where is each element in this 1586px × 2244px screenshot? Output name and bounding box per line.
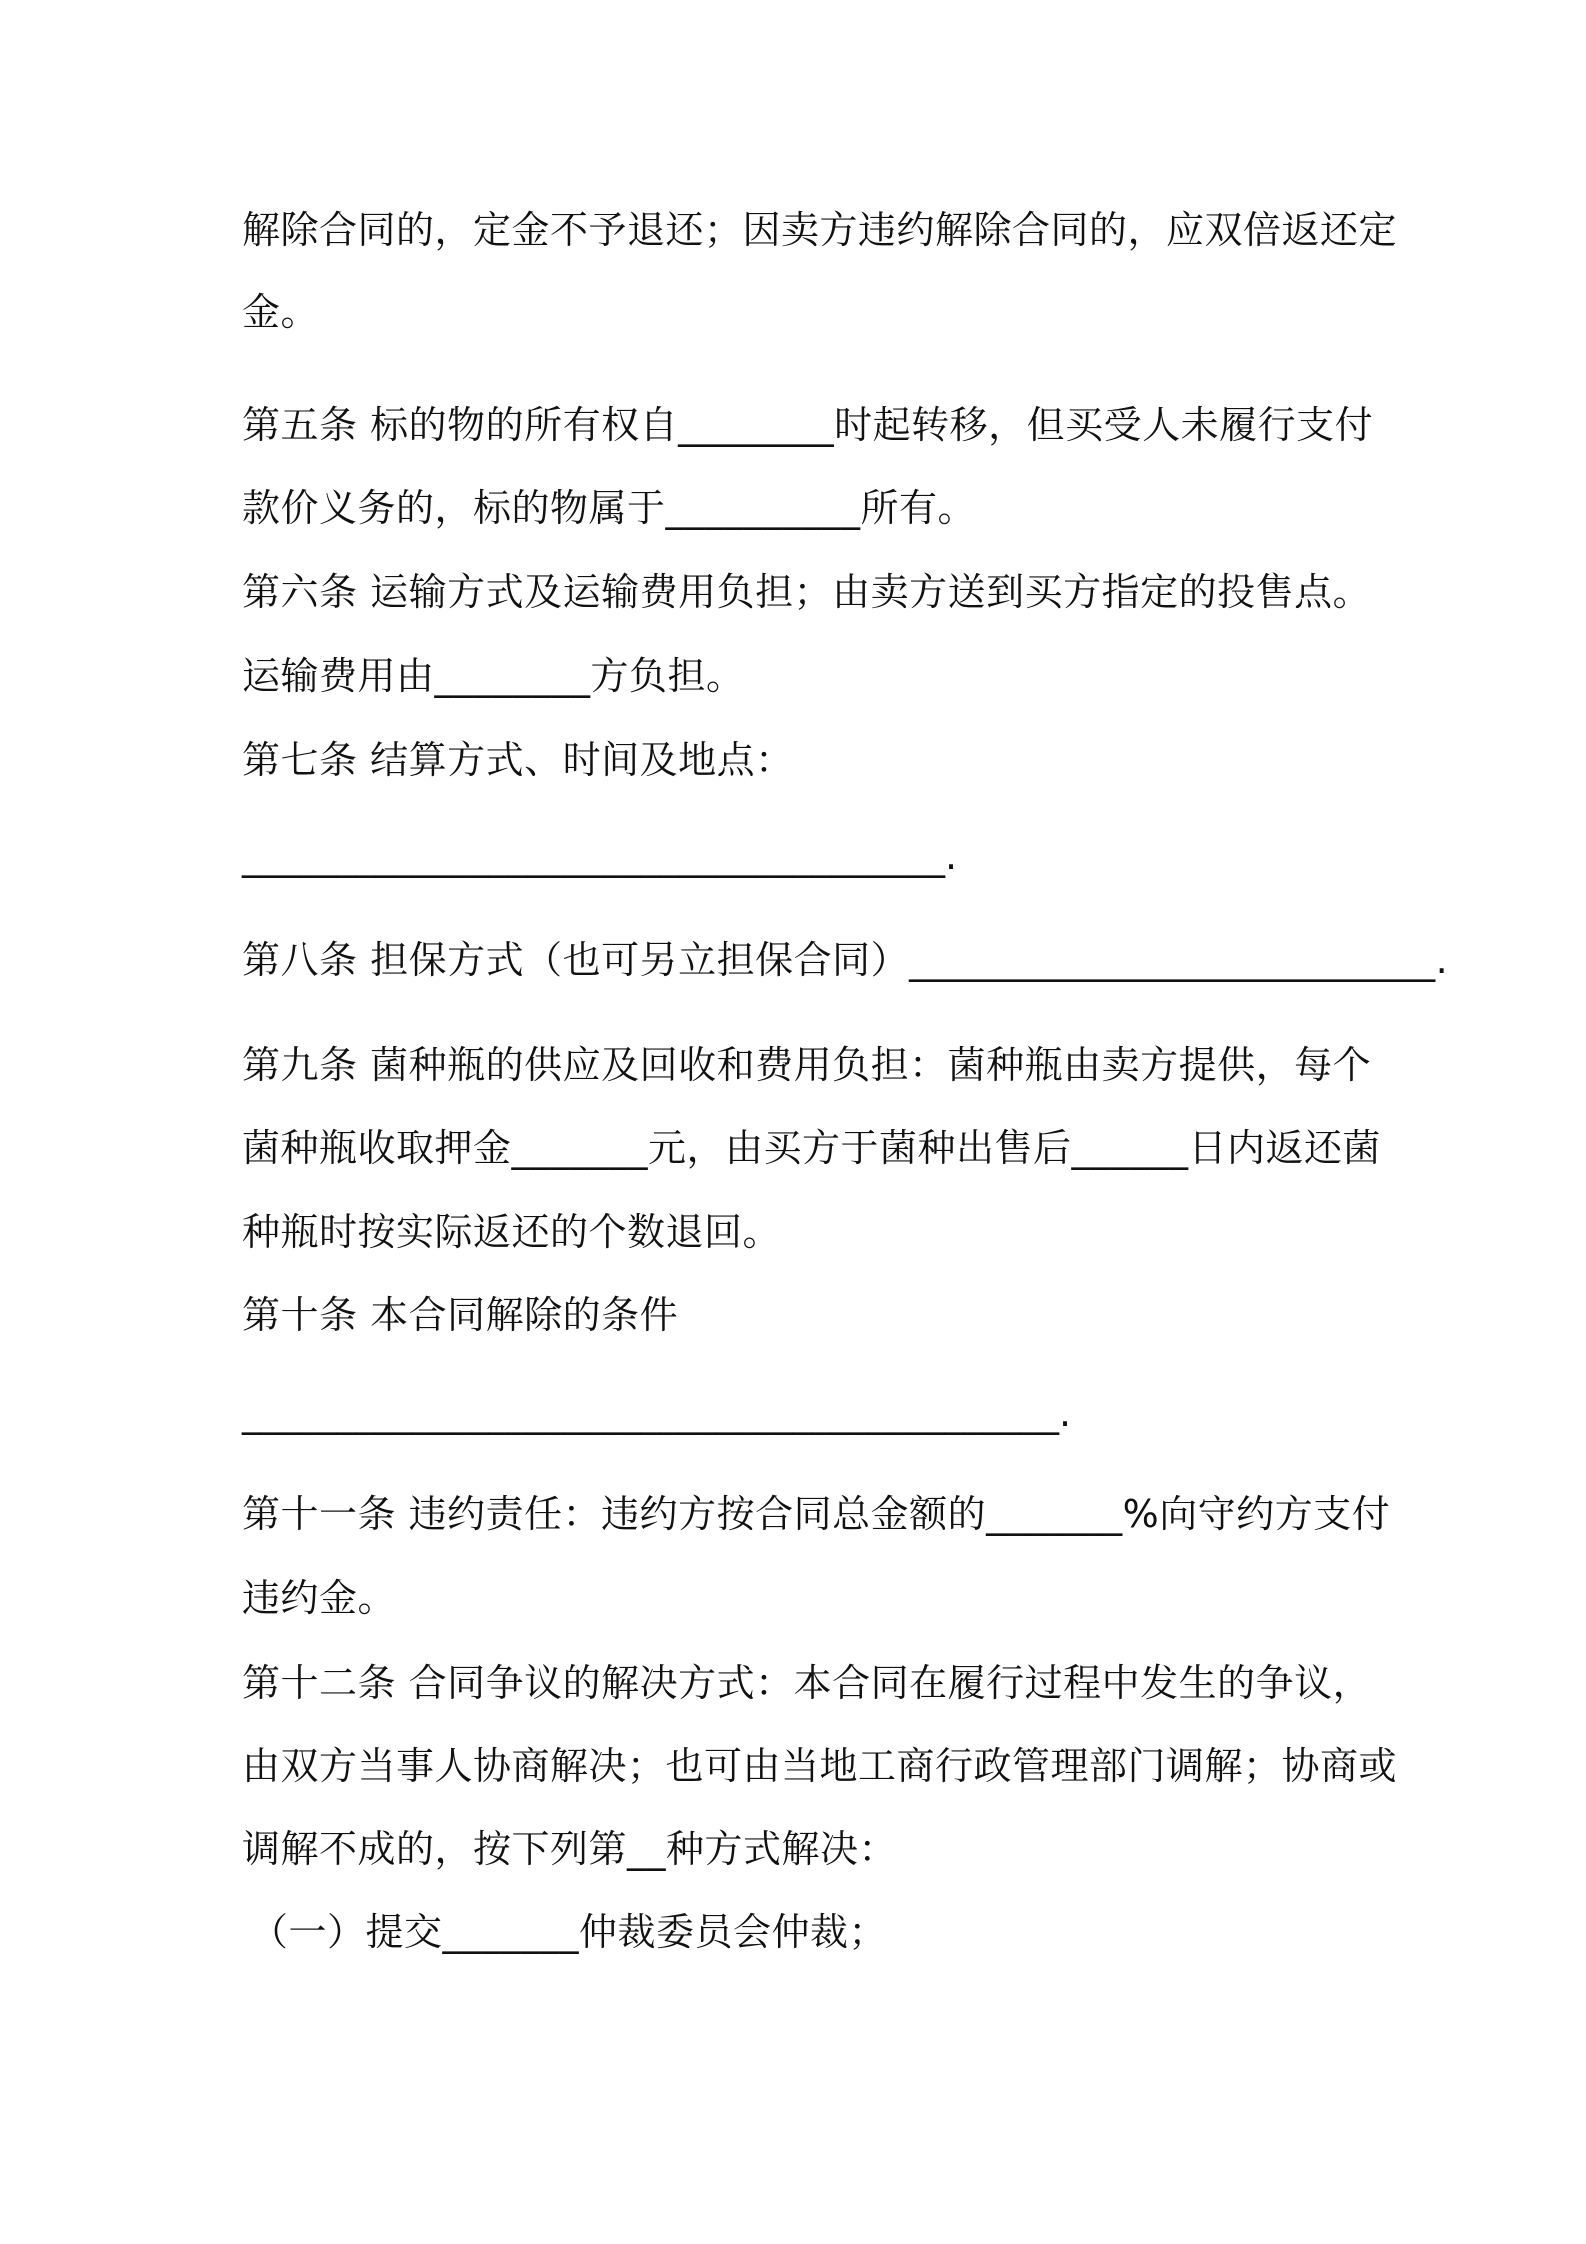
article-7-heading: 第七条 结算方式、时间及地点： [242, 738, 794, 782]
article-11-line-2: 违约金。 [242, 1576, 397, 1620]
option-1-line: （一）提交_______仲裁委员会仲裁； [250, 1910, 888, 1954]
article-12-line-1: 第十二条 合同争议的解决方式：本合同在履行过程中发生的争议， [242, 1661, 1372, 1705]
text-line: 解除合同的，定金不予退还；因卖方违约解除合同的，应双倍返还定 [242, 208, 1398, 252]
article-9-line-1: 第九条 菌种瓶的供应及回收和费用负担：菌种瓶由卖方提供，每个 [242, 1043, 1372, 1087]
article-9-line-3: 种瓶时按实际返还的个数退回。 [242, 1210, 782, 1254]
article-5-line-1: 第五条 标的物的所有权自________时起转移，但买受人未履行支付 [242, 403, 1374, 447]
article-11-line-1: 第十一条 违约责任：违约方按合同总金额的_______%向守约方支付 [242, 1492, 1391, 1536]
article-10-heading: 第十条 本合同解除的条件 [242, 1293, 679, 1337]
article-6-line-1: 第六条 运输方式及运输费用负担；由卖方送到买方指定的投售点。 [242, 570, 1372, 614]
article-5-line-2: 款价义务的，标的物属于__________所有。 [242, 486, 977, 530]
article-9-line-2: 菌种瓶收取押金_______元，由买方于菌种出售后______日内返还菌 [242, 1126, 1382, 1170]
article-10-blank-line: ___________________________________________. [242, 1391, 1072, 1435]
article-12-line-2: 由双方当事人协商解决；也可由当地工商行政管理部门调解；协商或 [242, 1744, 1398, 1788]
article-7-blank-line: _____________________________________. [242, 834, 958, 878]
text-line: 金。 [242, 290, 320, 334]
article-6-line-2: 运输费用由________方负担。 [242, 654, 745, 698]
article-12-line-3: 调解不成的，按下列第__种方式解决： [242, 1827, 898, 1871]
article-8-line: 第八条 担保方式（也可另立担保合同）___________________________. [242, 938, 1449, 982]
